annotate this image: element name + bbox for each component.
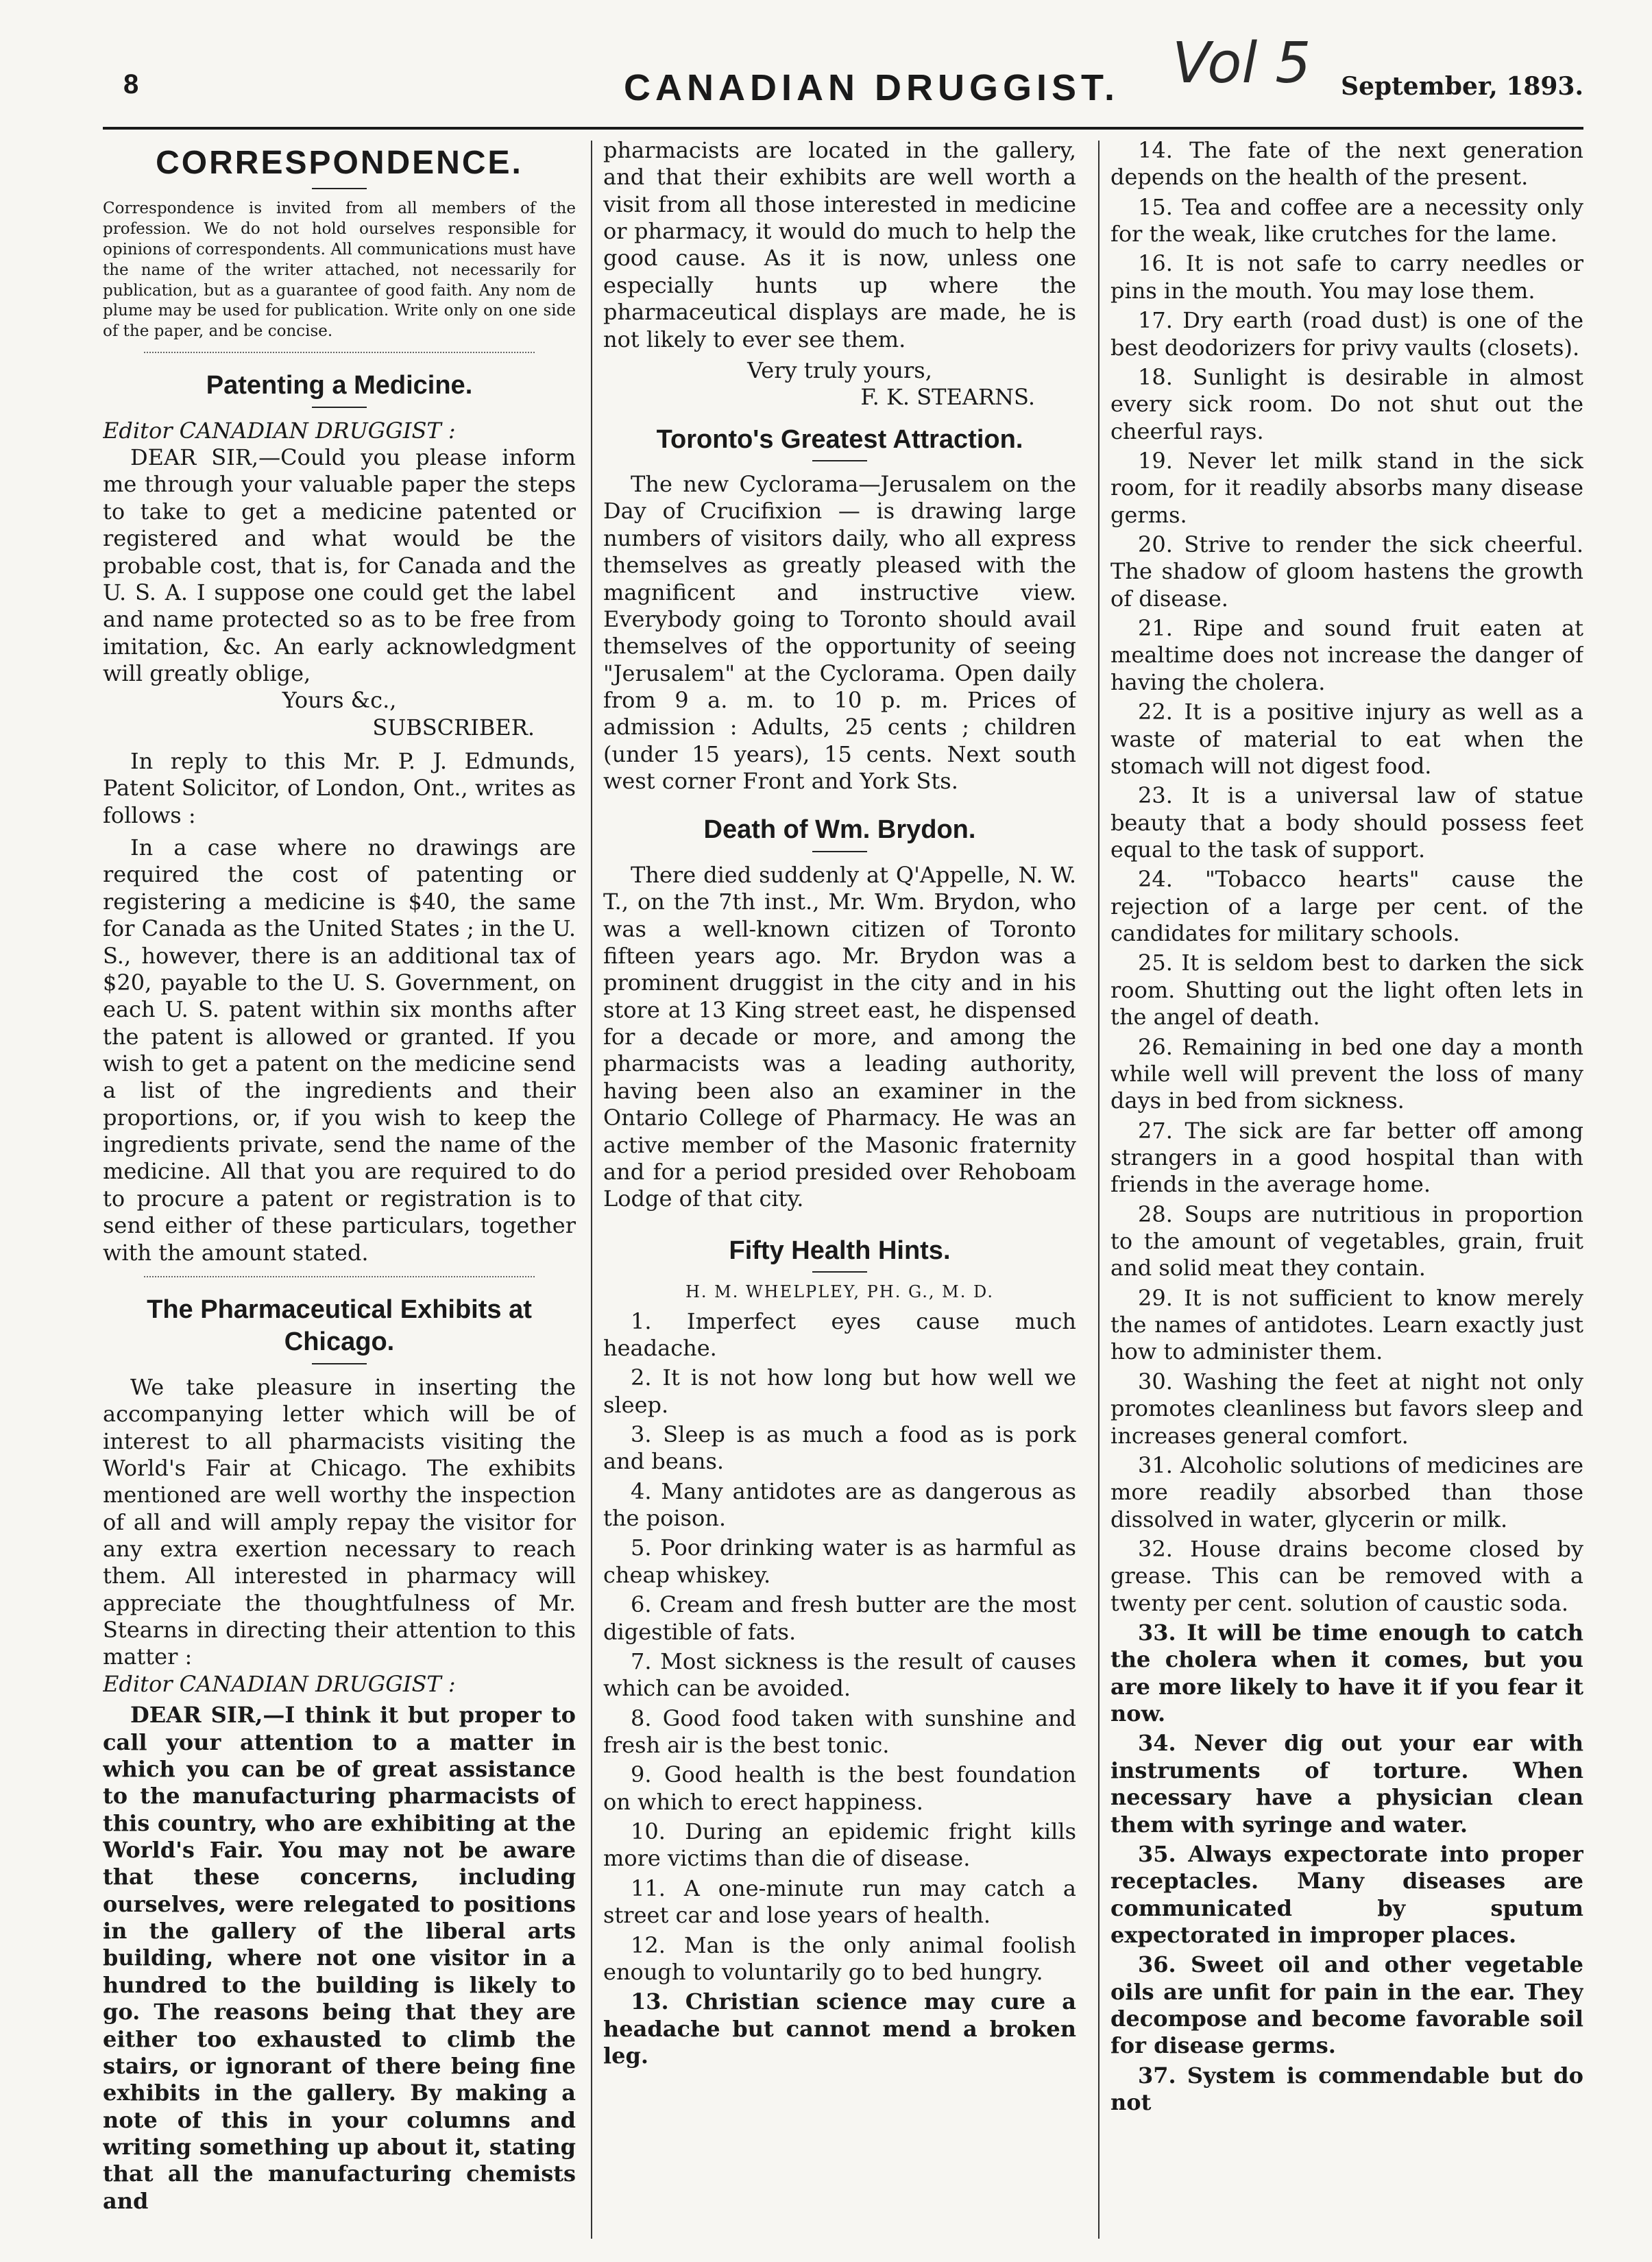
health-hint: 37. System is commendable but do not xyxy=(1110,2062,1583,2116)
health-hint: 11. A one-minute run may catch a street car and lose years of health. xyxy=(603,1875,1076,1929)
article-title: Patenting a Medicine. xyxy=(206,371,473,400)
salutation: Editor CANADIAN DRUGGIST : xyxy=(103,417,456,444)
article-title: The Pharmaceutical Exhibits at Chicago. xyxy=(147,1295,532,1357)
letter-signature: F. K. STEARNS. xyxy=(860,384,1035,411)
column-2 xyxy=(603,137,1076,2242)
page-number: 8 xyxy=(123,69,139,99)
divider xyxy=(812,460,867,461)
divider xyxy=(812,1271,867,1273)
health-hint: 5. Poor drinking water is as harmful as cheap whiskey. xyxy=(603,1535,1076,1588)
divider xyxy=(312,188,367,189)
letter-signature: SUBSCRIBER. xyxy=(372,714,535,741)
article-text: There died suddenly at Q'Appelle, N. W. T., on the 7th inst., Mr. Wm. Brydon, who was a well-known citizen of Toronto fifteen years ago. Mr. Brydon was a prominent druggist in the city and in his store at 13 King street east, he dispensed for a decade or more, and among the pharmacists was a leading authority, having been also an examiner in the Ontario College of Pharmacy. He was an active member of the Masonic fraternity and for a period presided over Rehoboam Lodge of that city. xyxy=(603,861,1076,1212)
health-hint: 7. Most sickness is the result of causes which can be avoided. xyxy=(603,1648,1076,1702)
reply-text: In a case where no drawings are required the cost of patenting or registering a medicine is $40, the same for Canada as the United States ; in the U. S., however, there is an additional tax of $20, payable to the U. S. Government, on each U. S. patent within six months after the patent is allowed or granted. If you wish to get a patent on the medicine send a list of the ingredients and their proportions, or, if you wish to keep the ingredients private, send the name of the medicine. All that you are required to do to procure a patent or registration is to send either of these particulars, together with the amount stated. xyxy=(103,834,576,1266)
letter-text: DEAR SIR,—Could you please inform me through your valuable paper the steps to take to get a medicine patented or registered and what would be the probable cost, that is, for Canada and the U. S. A. I suppose one could get the label and name protected so as to be free from imitation, &c. An early acknowledgment will greatly oblige, xyxy=(103,444,576,686)
health-hint: 17. Dry earth (road dust) is one of the best deodorizers for privy vaults (closets). xyxy=(1110,307,1583,361)
header-rule xyxy=(103,127,1583,130)
health-hint: 35. Always expectorate into proper receptacles. Many diseases are communicated by sputum expectorated in improper places. xyxy=(1110,1840,1583,1948)
handwritten-note: Vol 5 xyxy=(1172,31,1311,96)
health-hint: 27. The sick are far better off among strangers in a good hospital than with friends in the average home. xyxy=(1110,1117,1583,1198)
health-hint: 18. Sunlight is desirable in almost every sick room. Do not shut out the cheerful rays. xyxy=(1110,363,1583,444)
health-hint: 3. Sleep is as much a food as is pork and beans. xyxy=(603,1421,1076,1475)
article-title: Fifty Health Hints. xyxy=(729,1236,951,1265)
health-hint: 28. Soups are nutritious in proportion to the amount of vegetables, grain, fruit and solid meat they contain. xyxy=(1110,1201,1583,1282)
health-hint: 4. Many antidotes are as dangerous as the poison. xyxy=(603,1478,1076,1532)
divider xyxy=(144,1276,535,1280)
letter-continuation: pharmacists are located in the gallery, and that their exhibits are well worth a visit from all those interested in medicine or pharmacy, it would do much to help the good cause. As it is now, unless one especially hunts up where the pharmaceutical displays are made, he is not likely to ever see them. xyxy=(603,137,1076,352)
article-text: The new Cyclorama—Jerusalem on the Day of Crucifixion — is drawing large numbers of visitors daily, who all express themselves as greatly pleased with the magnificent and instructive view. Everybody going to Toronto should avail themselves of the opportunity of seeing "Jerusalem" at the Cyclorama. Open daily from 9 a. m. to 10 p. m. Prices of admission : Adults, 25 cents ; children (under 15 years), 15 cents. Next south west corner Front and York Sts. xyxy=(603,471,1076,795)
health-hint: 10. During an epidemic fright kills more victims than die of disease. xyxy=(603,1818,1076,1872)
issue-date: September, 1893. xyxy=(1341,72,1583,101)
letter-close: Very truly yours, xyxy=(747,357,932,383)
health-hint: 14. The fate of the next generation depends on the health of the present. xyxy=(1110,137,1583,191)
health-hint: 23. It is a universal law of statue beauty that a body should possess feet equal to the task of support. xyxy=(1110,782,1583,863)
publication-title: CANADIAN DRUGGIST. xyxy=(624,67,1120,108)
salutation: Editor CANADIAN DRUGGIST : xyxy=(103,1670,456,1697)
page-header xyxy=(103,31,1583,127)
health-hint: 33. It will be time enough to catch the cholera when it comes, but you are more likely to have it if you fear it now. xyxy=(1110,1620,1583,1727)
health-hint: 31. Alcoholic solutions of medicines are more readily absorbed than those dissolved in water, glycerin or milk. xyxy=(1110,1452,1583,1532)
divider xyxy=(312,1363,367,1364)
health-hint: 9. Good health is the best foundation on which to erect happiness. xyxy=(603,1761,1076,1815)
health-hint: 20. Strive to render the sick cheerful. The shadow of gloom hastens the growth of disease. xyxy=(1110,531,1583,612)
column-divider xyxy=(591,141,592,2239)
article-title: Death of Wm. Brydon. xyxy=(703,815,976,845)
health-hint: 22. It is a positive injury as well as a waste of material to eat when the stomach will not digest food. xyxy=(1110,699,1583,779)
health-hint: 1. Imperfect eyes cause much headache. xyxy=(603,1308,1076,1361)
letter-close: Yours &c., xyxy=(282,687,397,714)
column-3 xyxy=(1110,137,1583,2242)
article-title: Toronto's Greatest Attraction. xyxy=(656,424,1023,454)
health-hint: 19. Never let milk stand in the sick room, for it readily absorbs many disease germs. xyxy=(1110,447,1583,528)
section-title: CORRESPONDENCE. xyxy=(156,145,523,181)
divider xyxy=(312,407,367,408)
health-hint: 21. Ripe and sound fruit eaten at mealtime does not increase the danger of having the cholera. xyxy=(1110,615,1583,695)
health-hint: 32. House drains become closed by grease. This can be removed with a twenty per cent. solution of caustic soda. xyxy=(1110,1535,1583,1616)
column-divider xyxy=(1098,141,1100,2239)
health-hint: 29. It is not sufficient to know merely the names of antidotes. Learn exactly just how to administer them. xyxy=(1110,1284,1583,1365)
health-hint: 30. Washing the feet at night not only promotes cleanliness but favors sleep and increases general comfort. xyxy=(1110,1368,1583,1449)
health-hint: 13. Christian science may cure a headache but cannot mend a broken leg. xyxy=(603,1988,1076,2069)
article-intro: We take pleasure in inserting the accompanying letter which will be of interest to all pharmacists visiting the World's Fair at Chicago. The exhibits mentioned are well worthy the inspection of all and will amply repay the visitor for any extra exertion necessary to reach them. All interested in pharmacy will appreciate the thoughtfulness of Mr. Stearns in directing their attention to this matter : xyxy=(103,1373,576,1670)
divider xyxy=(812,851,867,852)
health-hint: 26. Remaining in bed one day a month while well will prevent the loss of many days in bed from sickness. xyxy=(1110,1033,1583,1114)
health-hint: 25. It is seldom best to darken the sick room. Shutting out the light often lets in the angel of death. xyxy=(1110,950,1583,1031)
column-1 xyxy=(103,137,576,2242)
health-hint: 2. It is not how long but how well we sleep. xyxy=(603,1364,1076,1418)
health-hint: 36. Sweet oil and other vegetable oils are unfit for pain in the ear. They decompose and become favorable soil for disease germs. xyxy=(1110,1951,1583,2059)
health-hint: 12. Man is the only animal foolish enough to voluntarily go to bed hungry. xyxy=(603,1932,1076,1985)
health-hint: 15. Tea and coffee are a necessity only for the weak, like crutches for the lame. xyxy=(1110,193,1583,248)
health-hint: 16. It is not safe to carry needles or pins in the mouth. You may lose them. xyxy=(1110,250,1583,304)
article-byline: H. M. WHELPLEY, PH. G., M. D. xyxy=(685,1282,995,1302)
section-note: Correspondence is invited from all members of the profession. We do not hold ourselves responsible for opinions of correspondents. All communications must have the name of the writer attached, not necessarily for publication, but as a guarantee of good faith. Any nom de plume may be used for publication. Write only on one side of the paper, and be concise. xyxy=(103,200,576,341)
reply-intro: In reply to this Mr. P. J. Edmunds, Patent Solicitor, of London, Ont., writes as follows : xyxy=(103,748,576,828)
health-hint: 6. Cream and fresh butter are the most digestible of fats. xyxy=(603,1591,1076,1645)
letter-text: DEAR SIR,—I think it but proper to call your attention to a matter in which you can be of great assistance to the manufacturing pharmacists of this country, who are exhibiting at the World's Fair. You may not be aware that these concerns, including ourselves, were relegated to positions in the gallery of the liberal arts building, where not one visitor in a hundred to the building is likely to go. The reasons being that they are either too exhausted to climb the stairs, or ignorant of there being fine exhibits in the gallery. By making a note of this in your columns and writing something up about it, stating that all the manufacturing chemists and xyxy=(103,1702,576,2214)
health-hint: 34. Never dig out your ear with instruments of torture. When necessary have a physician clean them with syringe and water. xyxy=(1110,1730,1583,1838)
health-hint: 8. Good food taken with sunshine and fresh air is the best tonic. xyxy=(603,1705,1076,1758)
health-hint: 24. "Tobacco hearts" cause the rejection of a large per cent. of the candidates for military schools. xyxy=(1110,866,1583,947)
divider xyxy=(144,352,535,356)
